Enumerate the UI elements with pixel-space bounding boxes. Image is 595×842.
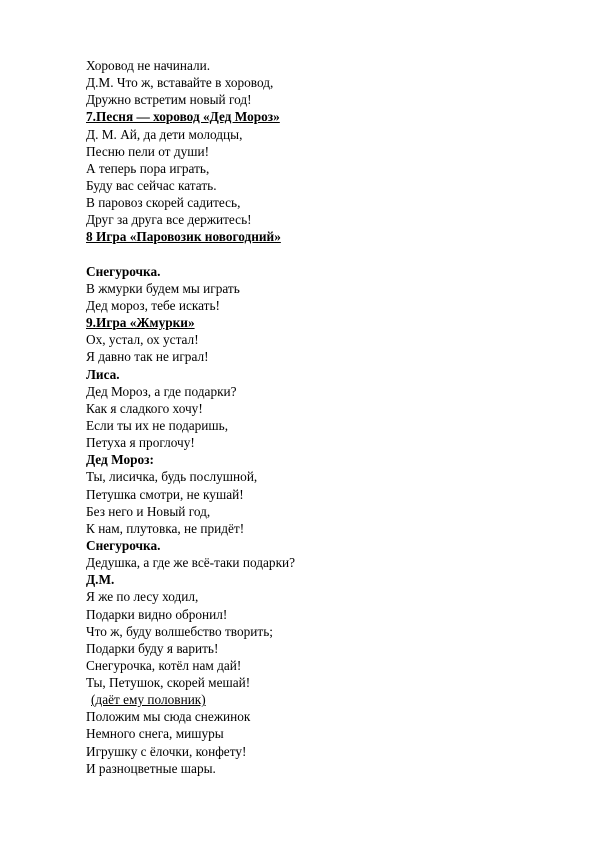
text-line [86, 486, 556, 503]
text-line [86, 383, 556, 400]
text-line [86, 160, 556, 177]
text-line-content: Без него и Новый год, [86, 503, 211, 519]
text-line-content: Что ж, буду волшебство творить; [86, 623, 273, 639]
text-line [86, 417, 556, 434]
text-line-content: (даёт ему половник) [91, 692, 206, 708]
text-line-content: Я же по лесу ходил, [86, 589, 199, 605]
text-line [86, 280, 556, 297]
text-line-content: Немного снега, мишуры [86, 726, 224, 742]
text-line [86, 657, 556, 674]
text-line-content: Дружно встретим новый год! [86, 92, 252, 108]
text-line [86, 760, 556, 777]
text-line-content: Д.М. [86, 572, 115, 588]
text-line-content: Если ты их не подаришь, [86, 417, 229, 433]
text-line-content: В паровоз скорей садитесь, [86, 195, 241, 211]
text-line-content: 7.Песня — хоровод «Дед Мороз» [86, 109, 280, 125]
text-line-content: Подарки буду я варить! [86, 640, 219, 656]
text-line-content: Я давно так не играл! [86, 349, 209, 365]
text-line [86, 691, 556, 708]
text-line [86, 194, 556, 211]
text-line [86, 520, 556, 537]
text-line [86, 366, 556, 383]
text-line [86, 623, 556, 640]
text-line [86, 743, 556, 760]
text-line [86, 571, 556, 588]
text-line-content: Хоровод не начинали. [86, 58, 211, 73]
text-line-content: Снегурочка. [86, 537, 161, 553]
text-line-content: Д.М. Что ж, вставайте в хоровод, [86, 75, 274, 91]
text-line [86, 674, 556, 691]
text-line [86, 725, 556, 742]
text-line [86, 606, 556, 623]
text-line-content: Песню пели от души! [86, 143, 210, 159]
text-line [86, 588, 556, 605]
text-line-content: Снегурочка, котёл нам дай! [86, 657, 242, 673]
text-line-content: Ох, устал, ох устал! [86, 332, 199, 348]
text-line [86, 108, 556, 125]
text-line [86, 263, 556, 280]
text-line-content: Положим мы сюда снежинок [86, 709, 251, 725]
text-line-content: Петушка смотри, не кушай! [86, 486, 244, 502]
text-line-content: 8 Игра «Паровозик новогодний» [86, 229, 281, 245]
script-text [86, 57, 556, 777]
text-line-content: Д. М. Ай, да дети молодцы, [86, 126, 243, 142]
text-line-content: Ты, Петушок, скорей мешай! [86, 675, 251, 691]
text-line [86, 91, 556, 108]
text-line [86, 126, 556, 143]
text-line-content: Как я сладкого хочу! [86, 400, 203, 416]
text-line [86, 211, 556, 228]
text-line [86, 640, 556, 657]
text-line [86, 708, 556, 725]
text-line [86, 434, 556, 451]
text-group-a [86, 57, 556, 246]
text-line [86, 348, 556, 365]
text-line-content: К нам, плутовка, не придёт! [86, 520, 245, 536]
text-line [86, 537, 556, 554]
text-line-content: 9.Игра «Жмурки» [86, 315, 195, 331]
text-line [86, 74, 556, 91]
text-line [86, 297, 556, 314]
text-line [86, 400, 556, 417]
text-line-content: В жмурки будем мы играть [86, 280, 240, 296]
text-line-content: Буду вас сейчас катать. [86, 177, 217, 193]
text-line-content: Лиса. [86, 366, 120, 382]
text-line-content: Дед Мороз: [86, 452, 154, 468]
text-line [86, 314, 556, 331]
text-line-content: Дед мороз, тебе искать! [86, 297, 220, 313]
text-line [86, 503, 556, 520]
text-line-content: Подарки видно обронил! [86, 606, 228, 622]
text-line-content: Ты, лисичка, будь послушной, [86, 469, 258, 485]
text-line-content: Петуха я проглочу! [86, 435, 195, 451]
text-line [86, 57, 556, 74]
text-line [86, 177, 556, 194]
text-line-content: Дед Мороз, а где подарки? [86, 383, 237, 399]
blank-line [86, 246, 556, 263]
text-line-content: Друг за друга все держитесь! [86, 212, 252, 228]
text-line-content: Игрушку с ёлочки, конфету! [86, 743, 247, 759]
text-line [86, 143, 556, 160]
text-line-content: И разноцветные шары. [86, 760, 216, 776]
text-line-content: А теперь пора играть, [86, 160, 210, 176]
text-line [86, 468, 556, 485]
text-line-content: Снегурочка. [86, 263, 161, 279]
text-line-content: Дедушка, а где же всё-таки подарки? [86, 555, 296, 571]
text-line [86, 451, 556, 468]
text-group-b [86, 263, 556, 777]
text-line [86, 554, 556, 571]
text-line [86, 331, 556, 348]
text-line [86, 228, 556, 245]
